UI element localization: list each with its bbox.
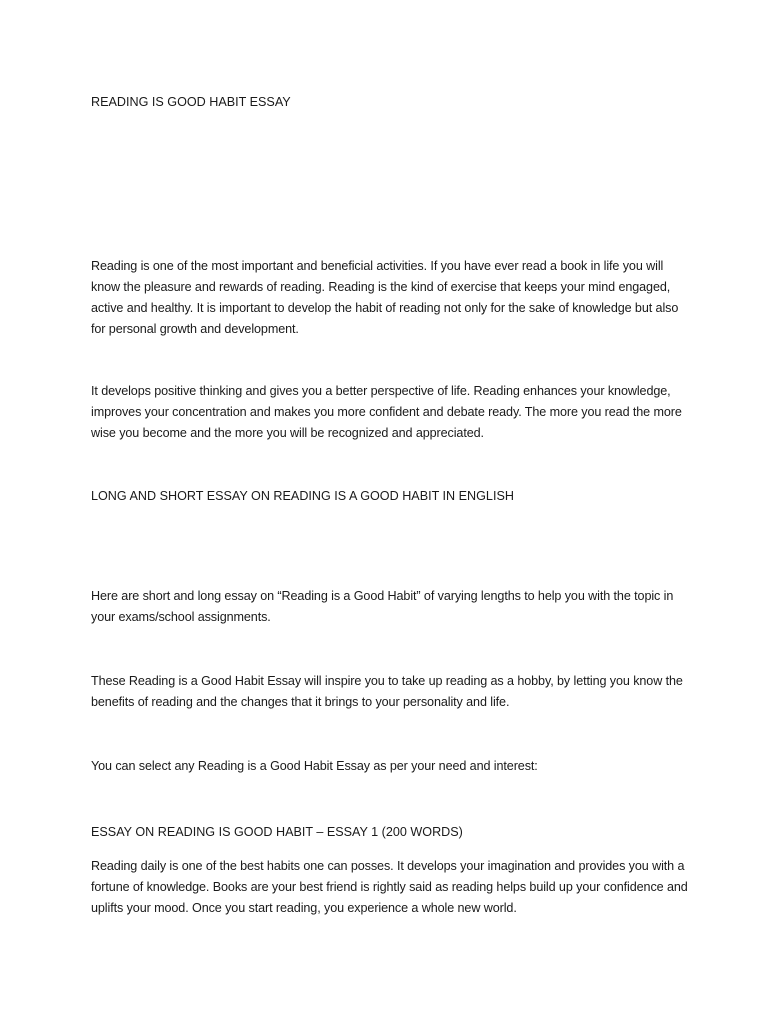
paragraph-intro-2: It develops positive thinking and gives you a better perspective of life. Reading enhances your knowledge, improves your concentration and makes you more confident and debate ready. The more you read the more wise you become and the more you will be recognized and appreciated. [91, 384, 682, 440]
paragraph-intro-1: Reading is one of the most important and beneficial activities. If you have ever read a book in life you will know the pleasure and rewards of reading. Reading is the kind of exercise that keeps your mind engaged, active and healthy. It is important to develop the habit of reading not only for the sake of knowledge but also for personal growth and development. [91, 259, 679, 336]
essay1-heading: ESSAY ON READING IS GOOD HABIT – ESSAY 1 (200 WORDS) [91, 825, 463, 839]
paragraph-essay-description: Here are short and long essay on “Reading is a Good Habit” of varying lengths to help you with the topic in your exams/school assignments. [91, 589, 674, 624]
paragraph-essay-benefits: These Reading is a Good Habit Essay will inspire you to take up reading as a hobby, by letting you know the benefits of reading and the changes that it brings to your personality and life. [91, 674, 683, 709]
section-heading: LONG AND SHORT ESSAY ON READING IS A GOOD HABIT IN ENGLISH [91, 489, 514, 503]
document-title: READING IS GOOD HABIT ESSAY [91, 95, 291, 109]
paragraph-select-essay: You can select any Reading is a Good Habit Essay as per your need and interest: [91, 759, 538, 773]
essay1-paragraph: Reading daily is one of the best habits one can posses. It develops your imagination and provides you with a fortune of knowledge. Books are your best friend is rightly said as reading helps build up your confidence and uplifts your mood. Once you start reading, you experience a whole new world. [91, 859, 688, 915]
